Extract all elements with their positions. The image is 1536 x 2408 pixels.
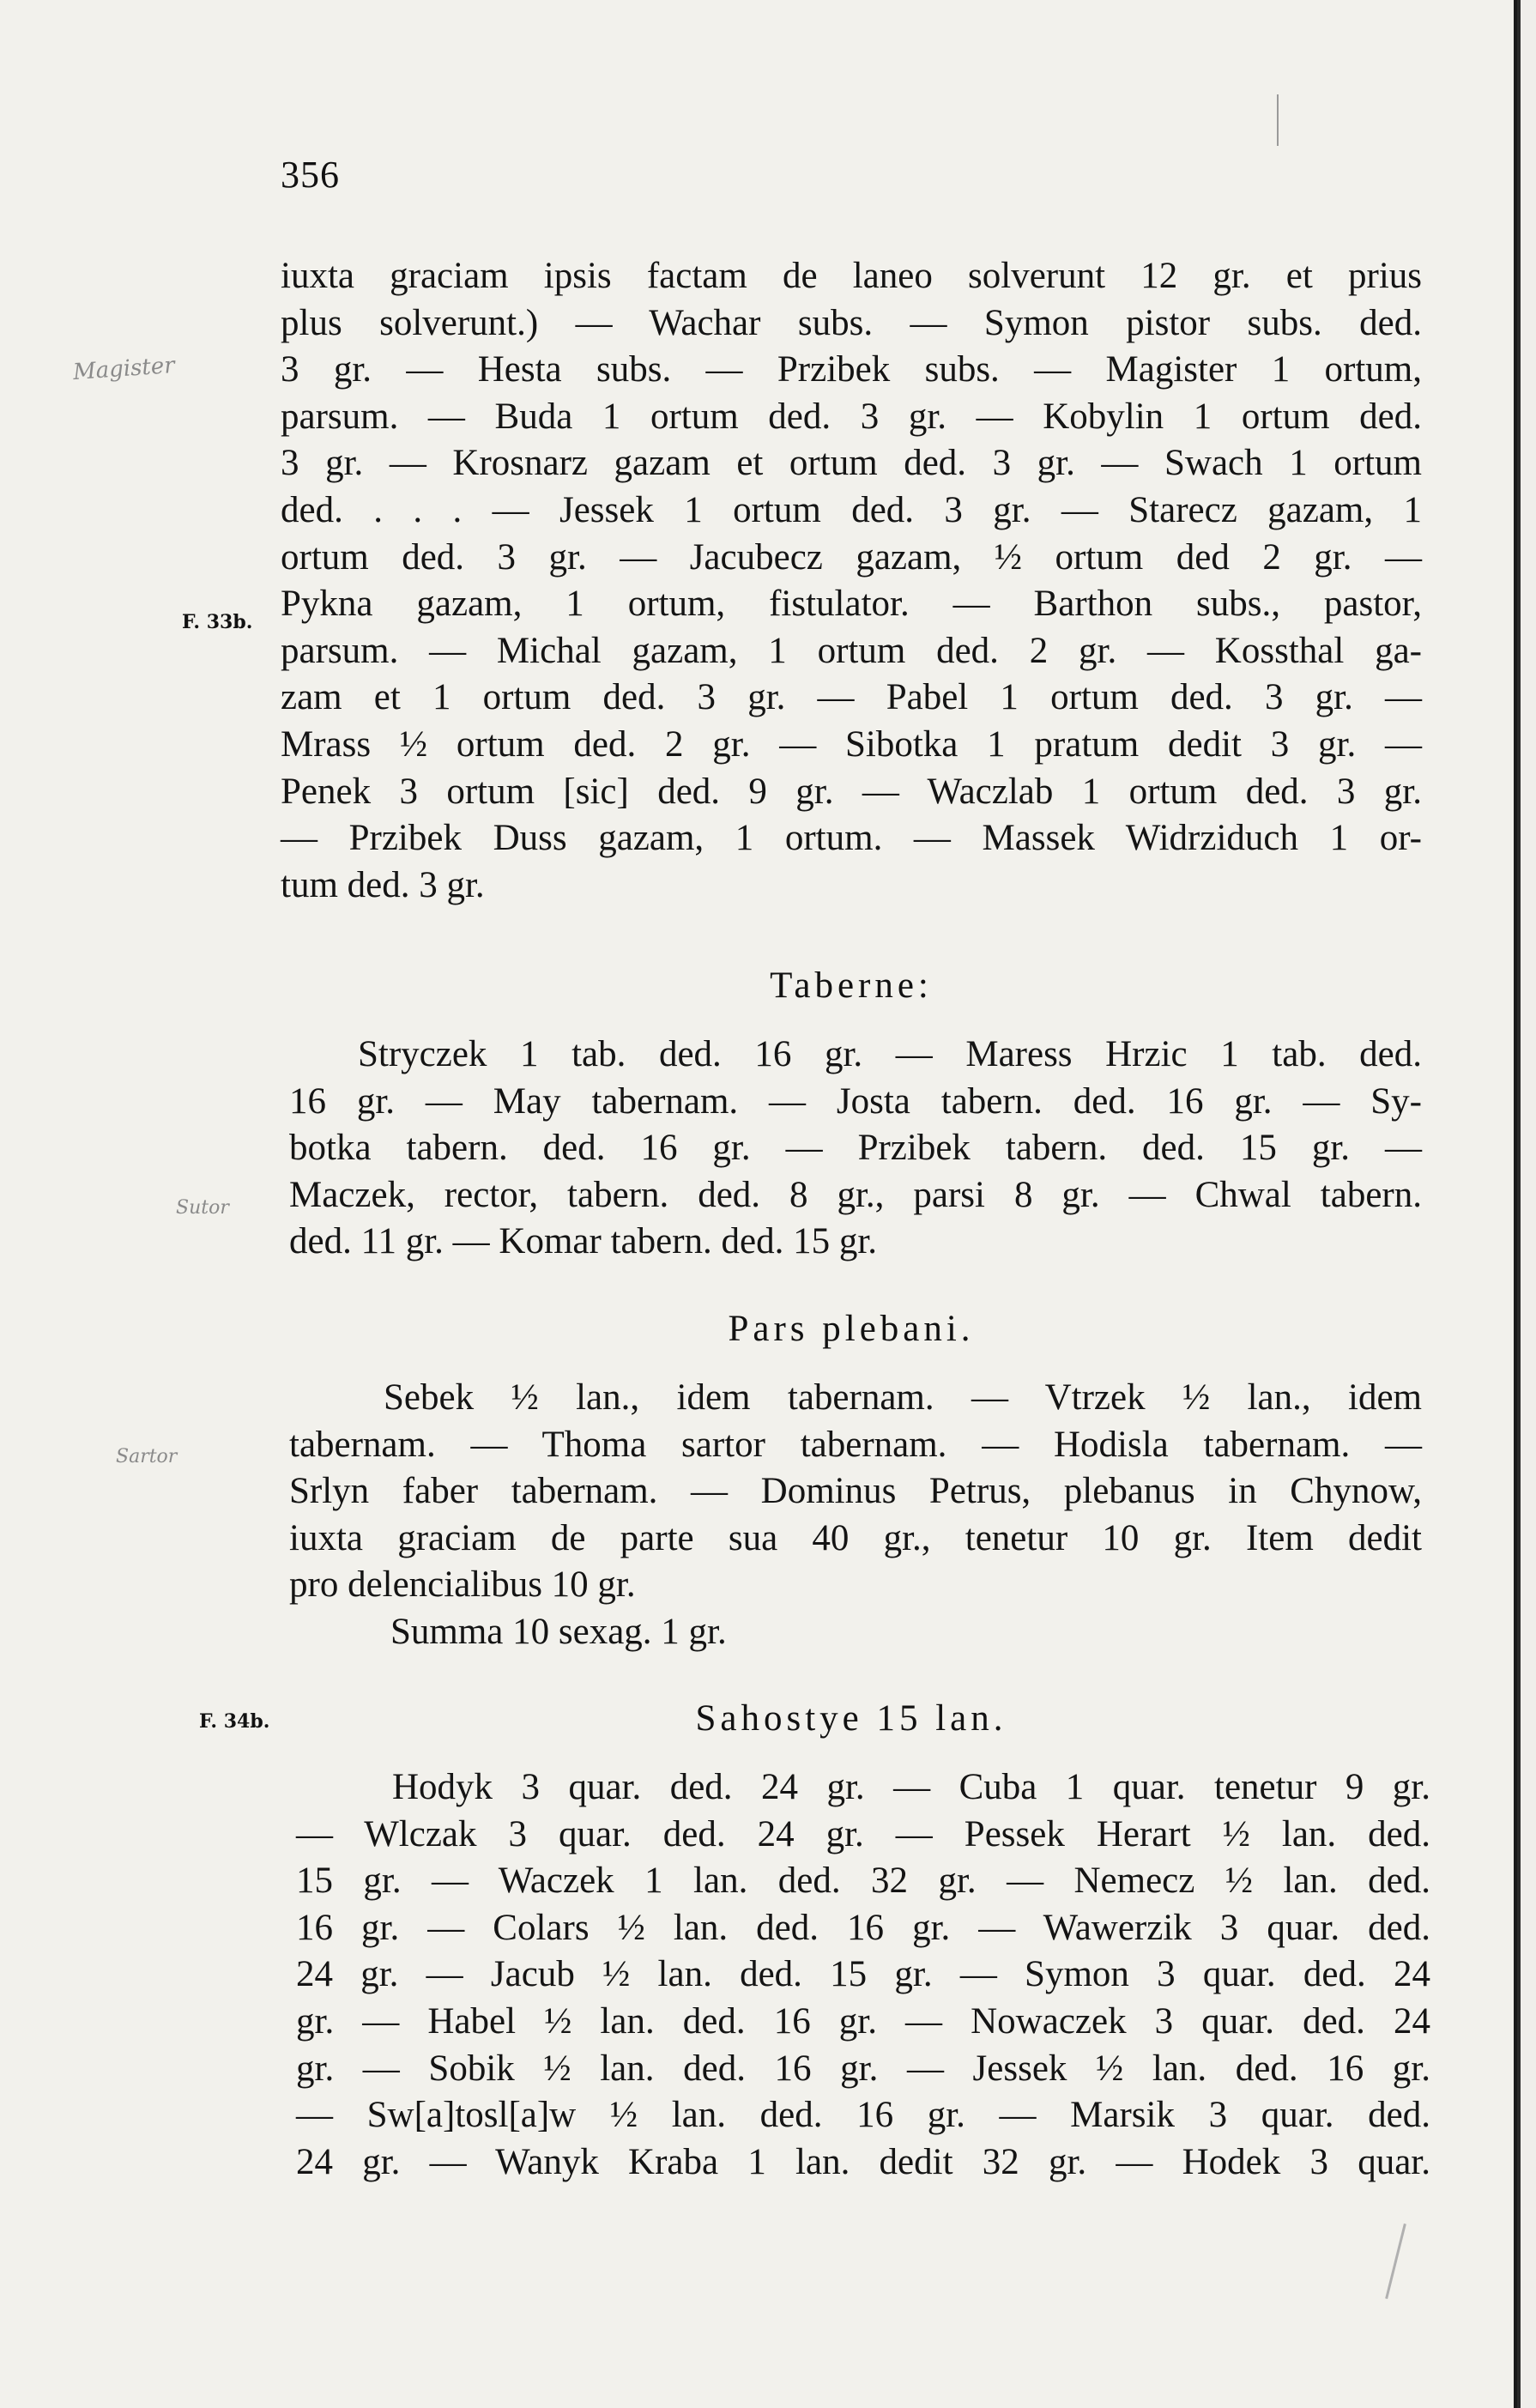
text-line: 16 gr. — May tabernam. — Josta tabern. ded. 16 gr. — Sy-	[289, 1080, 1422, 1122]
pencil-mark	[1277, 94, 1279, 146]
text-line: Srlyn faber tabernam. — Dominus Petrus, plebanus in Chynow,	[289, 1471, 1422, 1512]
heading-sahostye: Sahostye 15 lan.	[695, 1698, 1007, 1739]
page-number: 356	[281, 154, 340, 196]
text-line: ded. 11 gr. — Komar tabern. ded. 15 gr.	[289, 1221, 878, 1262]
text-section-3	[289, 1375, 1422, 1656]
heading-pars-plebani: Pars plebani.	[728, 1309, 975, 1349]
margin-folio-note: F. 34b.	[199, 1710, 270, 1733]
text-line: 16 gr. — Colars ½ lan. ded. 16 gr. — Wawerzik 3 quar. ded.	[296, 1907, 1430, 1948]
text-line: plus solverunt.) — Wachar subs. — Symon pistor subs. ded.	[281, 302, 1422, 343]
text-line: Sebek ½ lan., idem tabernam. — Vtrzek ½ lan., idem	[384, 1377, 1422, 1418]
pencil-mark	[1385, 2223, 1406, 2299]
pencil-margin-note: Magister	[72, 352, 176, 386]
text-line: gr. — Habel ½ lan. ded. 16 gr. — Nowaczek 3 quar. ded. 24	[296, 2000, 1430, 2042]
pencil-margin-note: Sutor	[176, 1197, 229, 1219]
text-line: — Wlczak 3 quar. ded. 24 gr. — Pessek Herart ½ lan. ded.	[296, 1813, 1430, 1854]
text-line: zam et 1 ortum ded. 3 gr. — Pabel 1 ortum ded. 3 gr. —	[281, 677, 1422, 718]
text-section-1	[281, 253, 1422, 909]
text-line: gr. — Sobik ½ lan. ded. 16 gr. — Jessek ½ lan. ded. 16 gr.	[296, 2048, 1430, 2089]
text-line: 24 gr. — Wanyk Kraba 1 lan. dedit 32 gr. — Hodek 3 quar.	[296, 2141, 1430, 2182]
text-line: tum ded. 3 gr.	[281, 864, 485, 905]
text-line: Mrass ½ ortum ded. 2 gr. — Sibotka 1 pratum dedit 3 gr. —	[281, 723, 1422, 765]
text-line: iuxta graciam ipsis factam de laneo solverunt 12 gr. et prius	[281, 256, 1422, 296]
text-line: — Sw[a]tosl[a]w ½ lan. ded. 16 gr. — Marsik 3 quar. ded.	[296, 2095, 1430, 2136]
text-line: — Przibek Duss gazam, 1 ortum. — Massek Widrziduch 1 or-	[281, 818, 1422, 859]
text-line: botka tabern. ded. 16 gr. — Przibek tabern. ded. 15 gr. —	[289, 1128, 1422, 1169]
text-section-4	[296, 1764, 1430, 2186]
margin-folio-note: F. 33b.	[182, 611, 253, 633]
text-line: 3 gr. — Hesta subs. — Przibek subs. — Magister 1 ortum,	[281, 349, 1422, 390]
text-section-2	[289, 1032, 1422, 1266]
page-edge	[1521, 0, 1536, 2408]
text-line: parsum. — Michal gazam, 1 ortum ded. 2 gr. — Kossthal ga-	[281, 630, 1422, 671]
text-line: pro delencialibus 10 gr.	[289, 1564, 636, 1606]
text-line: Hodyk 3 quar. ded. 24 gr. — Cuba 1 quar. tenetur 9 gr.	[392, 1767, 1430, 1807]
text-line: 24 gr. — Jacub ½ lan. ded. 15 gr. — Symon 3 quar. ded. 24	[296, 1954, 1430, 1995]
heading-taberne: Taberne:	[770, 965, 933, 1006]
pencil-margin-note: Sartor	[116, 1446, 178, 1467]
text-line: Stryczek 1 tab. ded. 16 gr. — Maress Hrzic 1 tab. ded.	[358, 1034, 1422, 1074]
text-line: Maczek, rector, tabern. ded. 8 gr., parsi 8 gr. — Chwal tabern.	[289, 1174, 1422, 1215]
text-line: Penek 3 ortum [sic] ded. 9 gr. — Waczlab 1 ortum ded. 3 gr.	[281, 771, 1422, 812]
text-line: tabernam. — Thoma sartor tabernam. — Hodisla tabernam. —	[289, 1424, 1422, 1465]
summa-line: Summa 10 sexag. 1 gr.	[390, 1611, 727, 1652]
text-line: 3 gr. — Krosnarz gazam et ortum ded. 3 gr. — Swach 1 ortum	[281, 443, 1422, 484]
text-line: Pykna gazam, 1 ortum, fistulator. — Barthon subs., pastor,	[281, 584, 1422, 625]
text-line: ortum ded. 3 gr. — Jacubecz gazam, ½ ortum ded 2 gr. —	[281, 536, 1422, 578]
text-line: iuxta graciam de parte sua 40 gr., tenetur 10 gr. Item dedit	[289, 1517, 1422, 1558]
text-line: parsum. — Buda 1 ortum ded. 3 gr. — Kobylin 1 ortum ded.	[281, 396, 1422, 437]
text-line: ded. . . . — Jessek 1 ortum ded. 3 gr. — Starecz gazam, 1	[281, 489, 1422, 530]
text-line: 15 gr. — Waczek 1 lan. ded. 32 gr. — Nemecz ½ lan. ded.	[296, 1860, 1430, 1902]
